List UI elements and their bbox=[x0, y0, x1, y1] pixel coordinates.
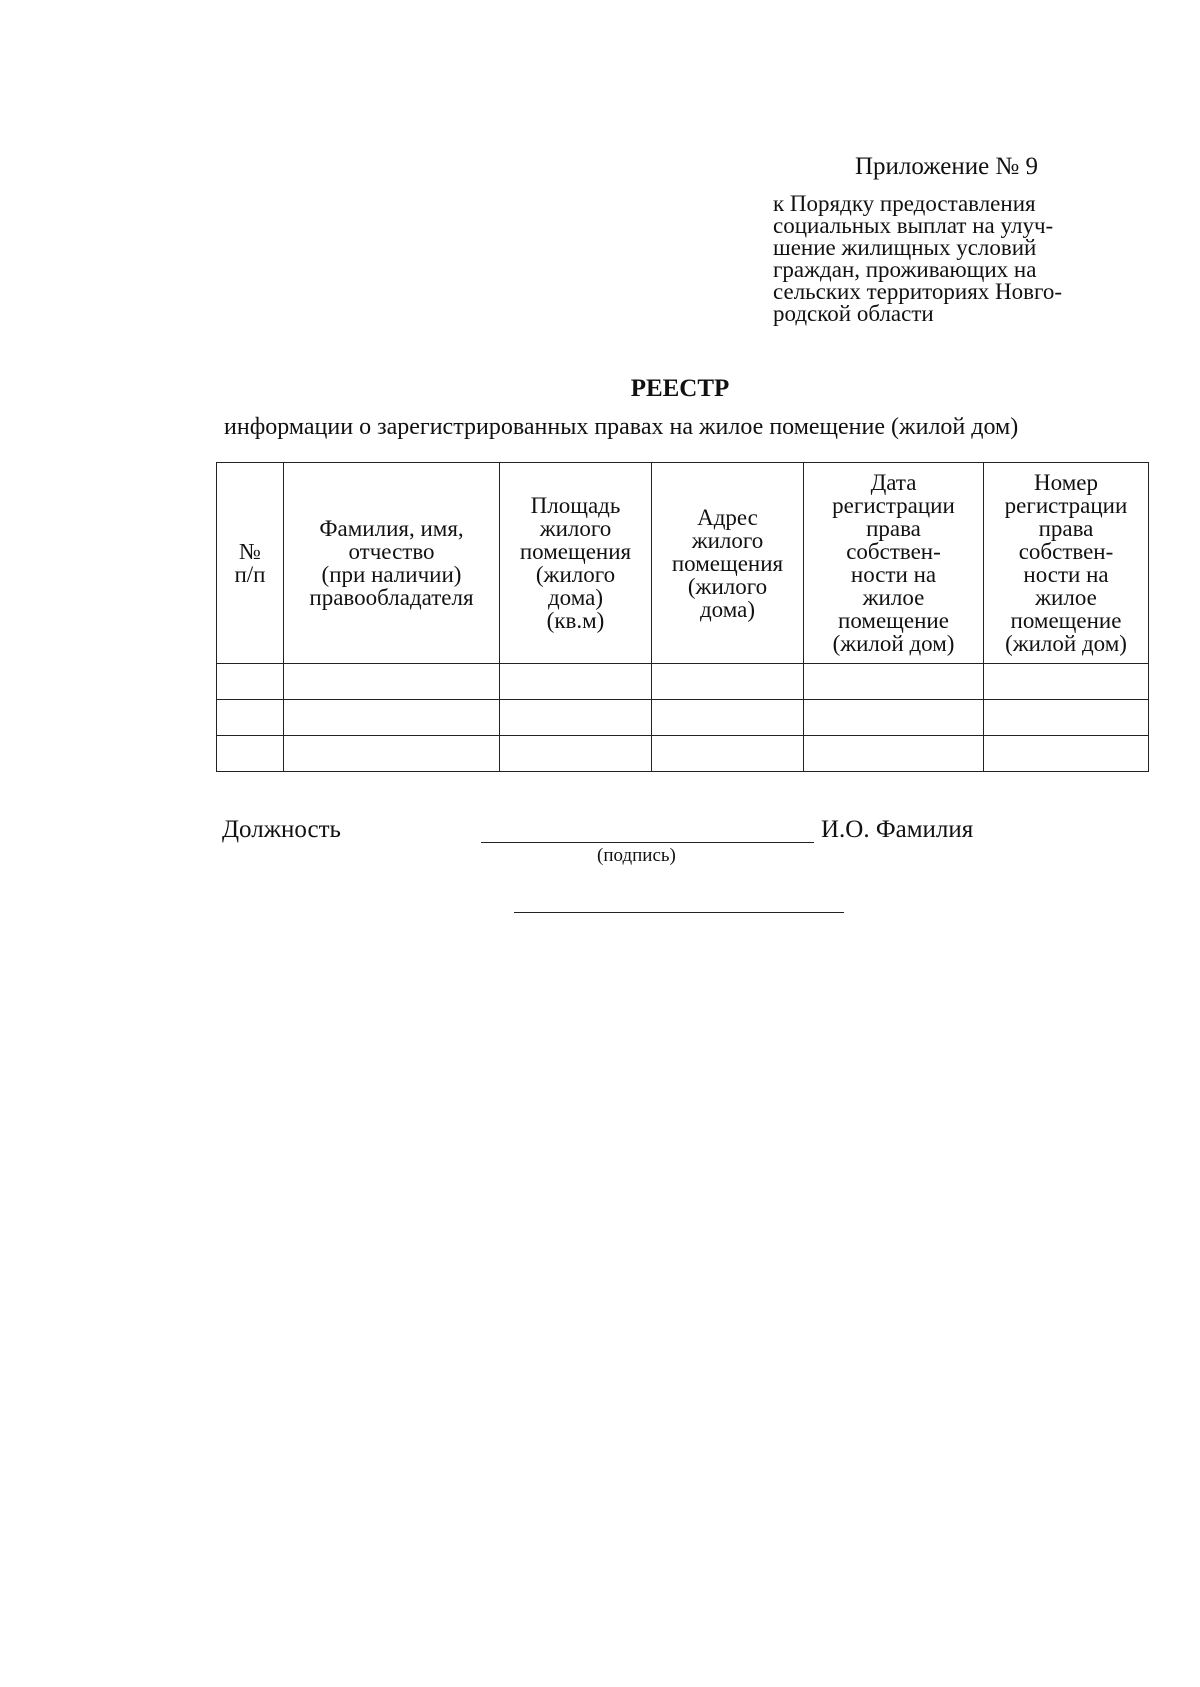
name-label: И.О. Фамилия bbox=[821, 816, 974, 843]
table-row bbox=[217, 736, 1149, 772]
header-line: № bbox=[239, 539, 261, 564]
table-cell bbox=[500, 664, 652, 700]
appendix-line: граждан, проживающих на bbox=[773, 257, 1037, 282]
header-line: (при наличии) bbox=[321, 562, 462, 587]
header-line: регистрации bbox=[832, 493, 955, 518]
header-line: Номер bbox=[1034, 470, 1098, 495]
table-cell bbox=[217, 664, 284, 700]
header-line: помещения bbox=[671, 550, 784, 576]
header-line: отчество bbox=[348, 539, 435, 564]
table-cell bbox=[217, 736, 284, 772]
header-line: Адрес bbox=[697, 504, 758, 530]
header-line: собствен- bbox=[1018, 539, 1114, 564]
table-cell bbox=[652, 664, 804, 700]
header-line: (жилой дом) bbox=[1005, 631, 1127, 656]
column-header-number bbox=[217, 463, 284, 664]
header-line: Площадь bbox=[530, 493, 621, 518]
column-header-area bbox=[500, 463, 652, 664]
header-line: помещения bbox=[519, 539, 632, 564]
table-cell bbox=[984, 736, 1149, 772]
header-line: права bbox=[866, 516, 921, 541]
header-line: жилое bbox=[862, 585, 925, 610]
header-line: жилого bbox=[539, 516, 612, 541]
header-line: (жилого bbox=[687, 573, 768, 599]
table-cell bbox=[284, 736, 500, 772]
column-header-address bbox=[652, 463, 804, 664]
header-line: правообладателя bbox=[309, 585, 474, 610]
header-line: п/п bbox=[234, 562, 266, 587]
appendix-title: Приложение № 9 bbox=[855, 153, 1039, 180]
signature-line bbox=[481, 842, 814, 843]
header-line: помещение bbox=[838, 608, 949, 633]
table-cell bbox=[804, 736, 984, 772]
table-cell bbox=[500, 700, 652, 736]
header-line: ности на bbox=[1023, 562, 1109, 587]
table-cell bbox=[984, 700, 1149, 736]
appendix-line: к Порядку предоставления bbox=[773, 191, 1036, 216]
header-line: ности на bbox=[850, 562, 937, 587]
table-cell bbox=[652, 700, 804, 736]
table-cell bbox=[652, 736, 804, 772]
column-header-registration-number bbox=[984, 463, 1149, 664]
appendix-line: сельских территориях Новго- bbox=[773, 279, 1063, 304]
header-line: (жилого bbox=[535, 562, 616, 587]
table-cell bbox=[217, 700, 284, 736]
header-line: дома) bbox=[699, 596, 756, 622]
appendix-line: родской области bbox=[773, 301, 934, 326]
header-line: жилое bbox=[1035, 585, 1097, 610]
registry-table bbox=[216, 462, 1149, 772]
header-line: (жилой дом) bbox=[832, 631, 955, 656]
table-header-row bbox=[217, 463, 1149, 664]
header-line: дома) bbox=[547, 585, 604, 610]
table-cell bbox=[284, 664, 500, 700]
table-row bbox=[217, 700, 1149, 736]
table-cell bbox=[984, 664, 1149, 700]
appendix-line: социальных выплат на улуч- bbox=[773, 213, 1054, 238]
header-line: собствен- bbox=[846, 539, 941, 564]
header-line: (кв.м) bbox=[546, 608, 605, 633]
document-subtitle: информации о зарегистрированных правах на жилое помещение (жилой дом) bbox=[224, 414, 1019, 440]
header-line: помещение bbox=[1010, 608, 1122, 633]
table-cell bbox=[804, 700, 984, 736]
signature-caption: (подпись) bbox=[597, 845, 676, 866]
appendix-description bbox=[773, 193, 1062, 325]
table-cell bbox=[284, 700, 500, 736]
header-line: Фамилия, имя, bbox=[319, 516, 464, 541]
date-line bbox=[514, 912, 844, 913]
header-line: права bbox=[1038, 516, 1094, 541]
appendix-line: шение жилищных условий bbox=[773, 235, 1037, 260]
header-line: регистрации bbox=[1004, 493, 1128, 518]
table-cell bbox=[804, 664, 984, 700]
column-header-registration-date bbox=[804, 463, 984, 664]
column-header-owner-name bbox=[284, 463, 500, 664]
position-label: Должность bbox=[222, 816, 341, 843]
header-line: Дата bbox=[870, 470, 917, 495]
table-row bbox=[217, 664, 1149, 700]
document-title: РЕЕСТР bbox=[630, 375, 730, 402]
table-cell bbox=[500, 736, 652, 772]
header-line: жилого bbox=[691, 527, 764, 553]
